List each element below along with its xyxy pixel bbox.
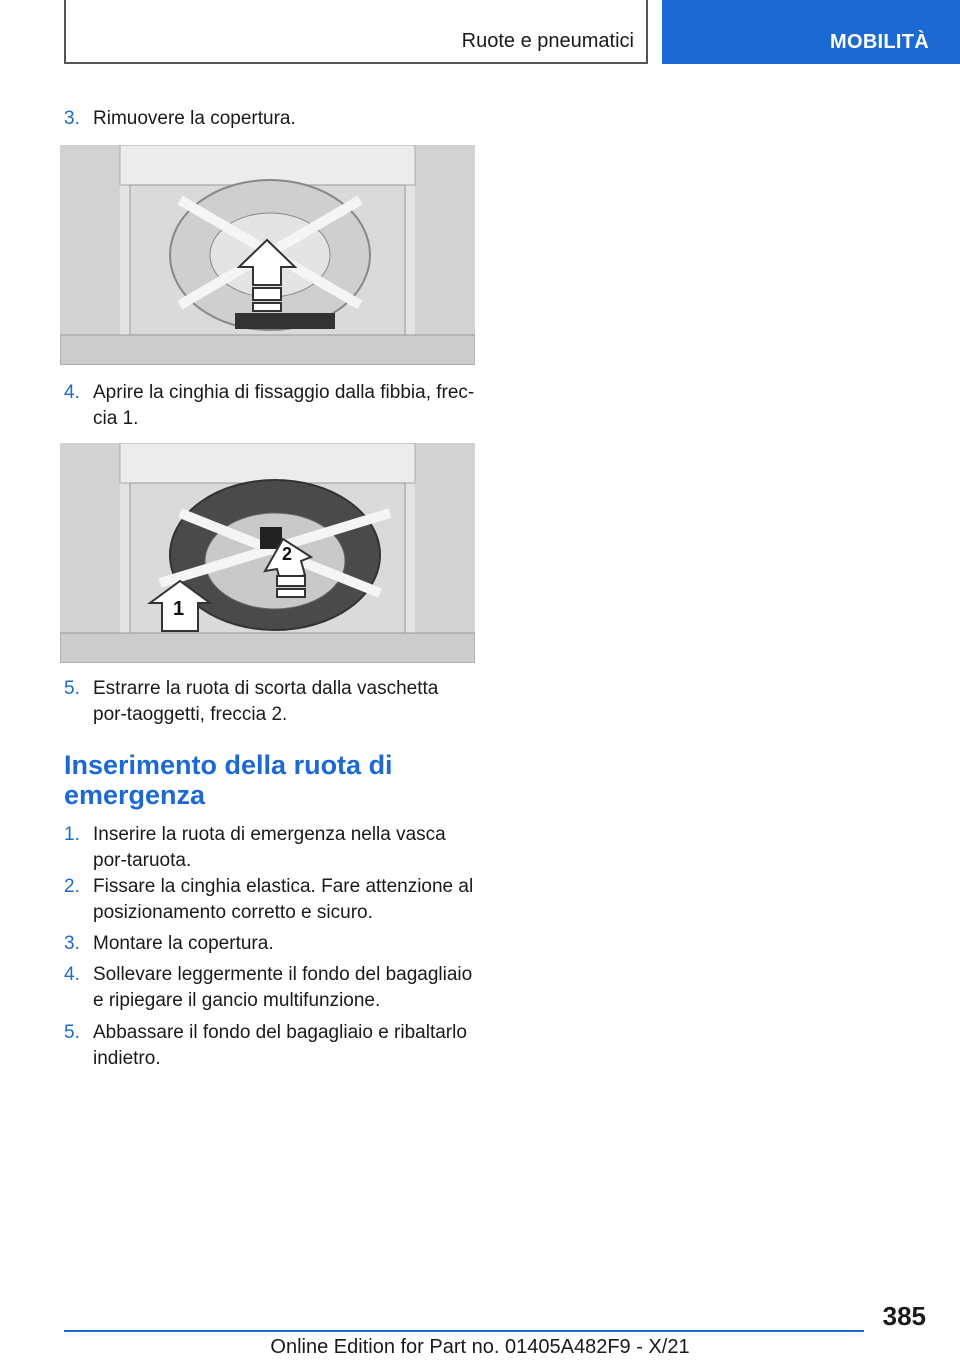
footer-divider xyxy=(64,1330,864,1332)
step-text: Inserire la ruota di emergenza nella vasca por-taruota. xyxy=(93,824,446,871)
step-text: Aprire la cinghia di fissaggio dalla fibbia, frec-cia 1. xyxy=(93,382,475,429)
header-chapter-tab[interactable]: MOBILITÀ xyxy=(662,0,960,64)
step-remove-wheel xyxy=(64,676,476,728)
header-section-title: Ruote e pneumatici xyxy=(461,30,634,52)
arrow-label-2: 2 xyxy=(282,544,293,564)
step-number: 5. xyxy=(64,678,80,699)
step-remove-cover xyxy=(64,106,476,132)
step-lower-floor xyxy=(64,1020,476,1072)
step-number: 1. xyxy=(64,824,80,845)
step-number: 4. xyxy=(64,382,80,403)
header-box xyxy=(64,0,648,64)
step-number: 4. xyxy=(64,964,80,985)
step-text: Sollevare leggermente il fondo del bagagliaio e ripiegare il gancio multifunzione. xyxy=(93,964,473,1011)
step-insert-wheel xyxy=(64,822,476,874)
step-number: 2. xyxy=(64,876,80,897)
trunk-illustration-1 xyxy=(60,145,475,365)
step-text: Abbassare il fondo del bagagliaio e ribaltarlo indietro. xyxy=(93,1022,467,1069)
step-text: Estrarre la ruota di scorta dalla vaschetta por-taoggetti, freccia 2. xyxy=(93,678,439,725)
step-number: 3. xyxy=(64,933,80,954)
step-open-strap xyxy=(64,380,476,432)
step-mount-cover xyxy=(64,931,476,957)
step-lift-floor xyxy=(64,962,476,1014)
page-number: 385 xyxy=(882,1301,926,1331)
section-heading: Inserimento della ruota di emergenza xyxy=(64,750,393,810)
arrow-label-1: 1 xyxy=(173,598,185,620)
step-number: 3. xyxy=(64,108,80,129)
step-text: Montare la copertura. xyxy=(93,933,274,954)
footer-edition-text: Online Edition for Part no. 01405A482F9 - X/21 xyxy=(270,1336,690,1358)
step-text: Rimuovere la copertura. xyxy=(93,108,296,129)
figure-trunk-strap-arrows xyxy=(60,443,475,663)
step-fasten-strap xyxy=(64,874,476,926)
step-number: 5. xyxy=(64,1022,80,1043)
figure-trunk-cover-removed xyxy=(60,145,475,365)
step-text: Fissare la cinghia elastica. Fare attenzione al posizionamento corretto e sicuro. xyxy=(93,876,474,923)
trunk-illustration-2 xyxy=(60,443,475,663)
